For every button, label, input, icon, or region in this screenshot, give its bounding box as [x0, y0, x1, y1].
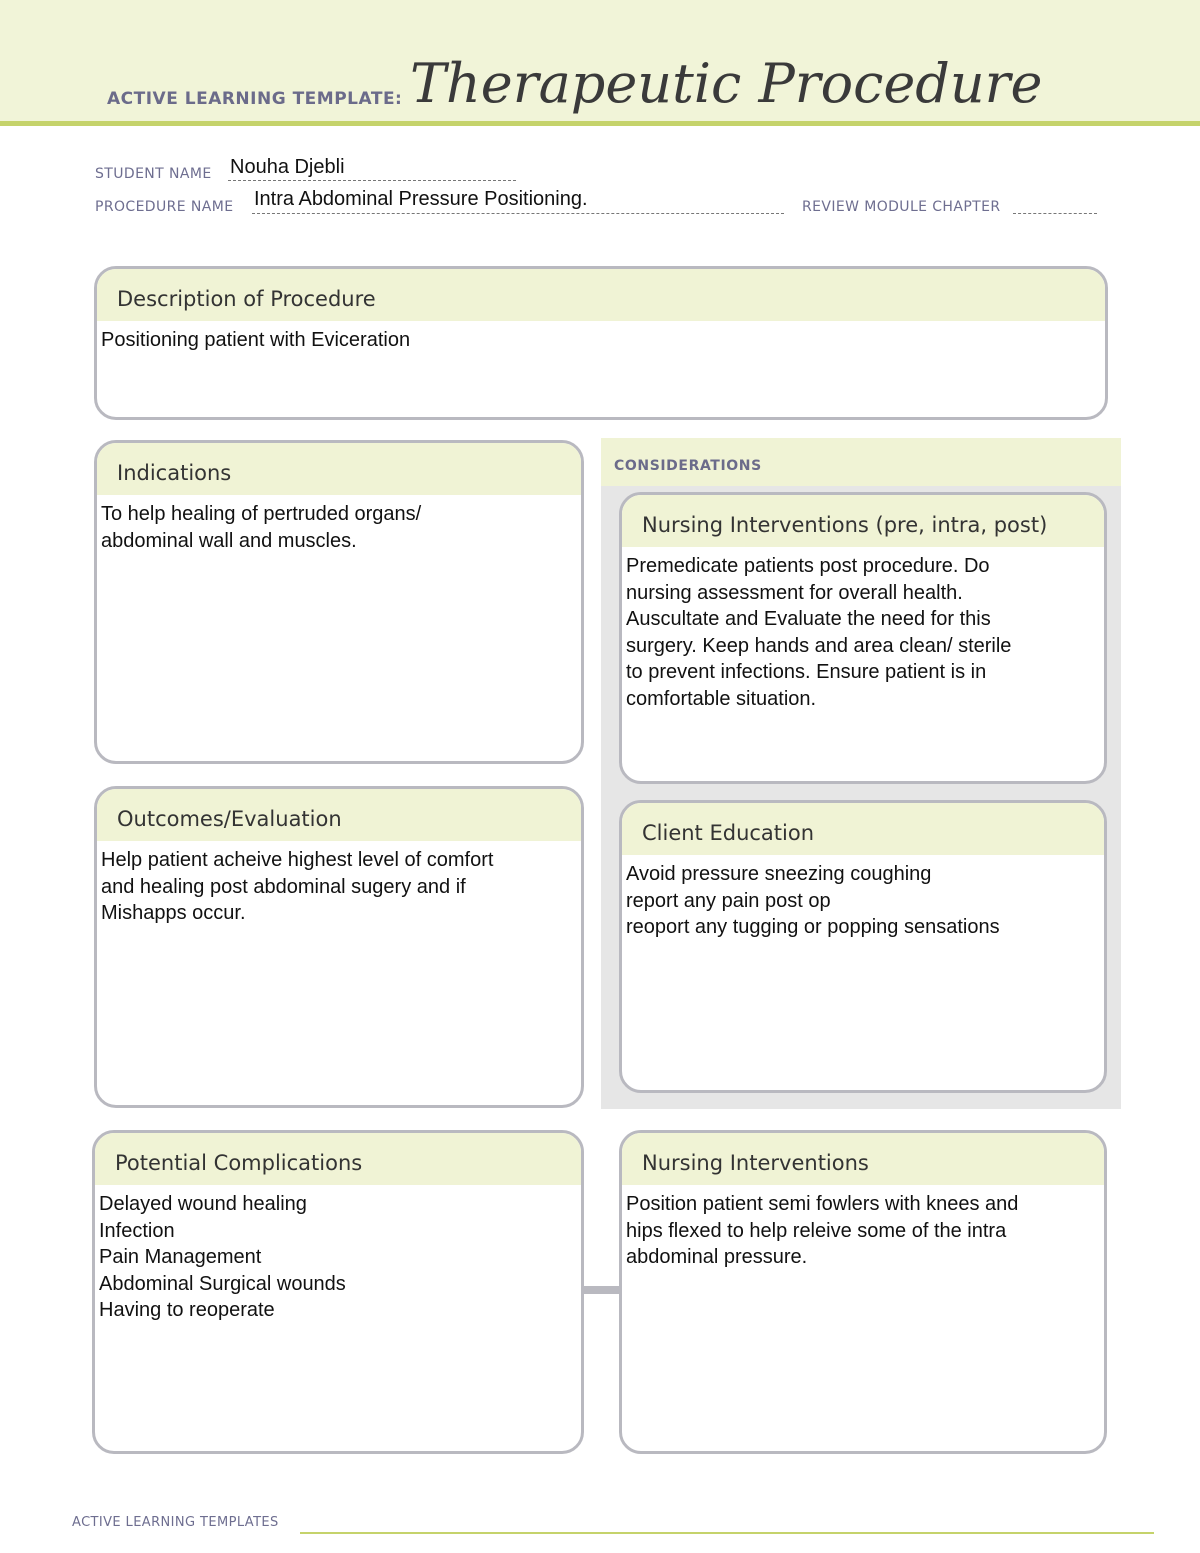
description-box — [94, 266, 1108, 420]
footer-rule — [300, 1532, 1154, 1534]
procedure-name-field[interactable]: Intra Abdominal Pressure Positioning. — [254, 188, 588, 210]
description-title: Description of Procedure — [97, 269, 1105, 321]
client-education-title: Client Education — [622, 803, 1104, 855]
complications-box — [92, 1130, 584, 1454]
review-module-label: REVIEW MODULE CHAPTER — [802, 199, 1001, 215]
procedure-name-underline — [252, 213, 784, 214]
connector-bar — [583, 1286, 620, 1294]
outcomes-text[interactable]: Help patient acheive highest level of comfort and healing post abdominal sugery and if Mishapps occur. — [101, 849, 494, 924]
review-module-field[interactable] — [1013, 213, 1097, 214]
nursing-interventions-pre-box — [619, 492, 1107, 784]
nursing-interventions-text[interactable]: Position patient semi fowlers with knees and hips flexed to help releive some of the intra abdominal pressure. — [626, 1193, 1019, 1268]
complications-title: Potential Complications — [95, 1133, 581, 1185]
nursing-interventions-pre-text[interactable]: Premedicate patients post procedure. Do nursing assessment for overall health. Auscultate and Evaluate the need for this surgery. Keep hands and area clean/ sterile to prevent infections. Ensure patient is in comfortable situation. — [626, 555, 1012, 710]
client-education-text[interactable]: Avoid pressure sneezing coughing report any pain post op reoport any tugging or popping sensations — [626, 863, 1000, 938]
nursing-interventions-pre-title: Nursing Interventions (pre, intra, post) — [622, 495, 1104, 547]
considerations-label: CONSIDERATIONS — [614, 458, 762, 474]
description-text[interactable]: Positioning patient with Eviceration — [101, 329, 411, 351]
nursing-interventions-title: Nursing Interventions — [622, 1133, 1104, 1185]
template-label: ACTIVE LEARNING TEMPLATE: — [107, 89, 403, 109]
complications-text[interactable]: Delayed wound healing Infection Pain Management Abdominal Surgical wounds Having to reoperate — [99, 1193, 346, 1321]
outcomes-title: Outcomes/Evaluation — [97, 789, 581, 841]
indications-text[interactable]: To help healing of pertruded organs/ abdominal wall and muscles. — [101, 503, 422, 552]
page-title: Therapeutic Procedure — [410, 52, 1043, 115]
outcomes-box — [94, 786, 584, 1108]
footer-label: ACTIVE LEARNING TEMPLATES — [72, 1515, 279, 1530]
indications-title: Indications — [97, 443, 581, 495]
student-name-underline — [228, 180, 516, 181]
student-name-field[interactable]: Nouha Djebli — [230, 156, 345, 178]
procedure-name-label: PROCEDURE NAME — [95, 199, 234, 215]
header-rule — [0, 121, 1200, 126]
indications-box — [94, 440, 584, 764]
client-education-box — [619, 800, 1107, 1093]
nursing-interventions-box — [619, 1130, 1107, 1454]
student-name-label: STUDENT NAME — [95, 166, 212, 182]
